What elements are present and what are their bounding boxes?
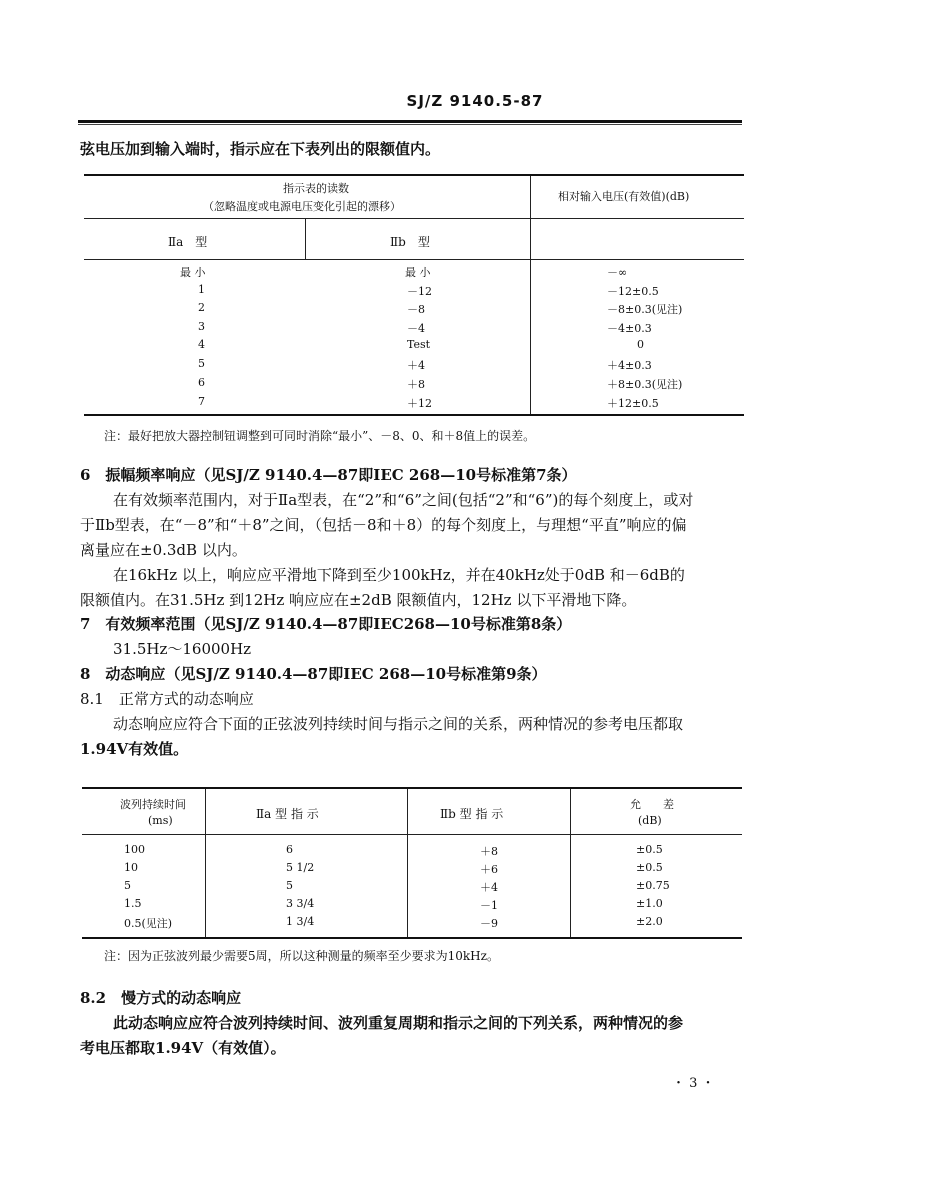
table1-col-a: Ⅱa 型 (168, 235, 208, 249)
header-rule (78, 120, 742, 123)
table-cell: 1 (198, 283, 205, 296)
table-cell: ±0.5 (636, 843, 663, 856)
table-cell: 3 3/4 (286, 897, 315, 910)
table-cell: ＋8±0.3(见注) (607, 378, 683, 391)
table-cell: ±1.0 (636, 897, 663, 910)
table-cell: 5 (124, 879, 131, 892)
table-cell: ＋4±0.3 (607, 359, 652, 372)
section-8-2-line1: 此动态响应应符合波列持续时间、波列重复周期和指示之间的下列关系，两种情况的参 (113, 1014, 684, 1032)
section-8-1-line1: 动态响应应符合下面的正弦波列持续时间与指示之间的关系，两种情况的参考电压都取 (113, 715, 684, 733)
table-cell: 10 (124, 861, 138, 874)
table2-head-c4-unit: (dB) (638, 814, 662, 827)
table-cell: 5 1/2 (286, 861, 315, 874)
table-cell: 1.5 (124, 897, 142, 910)
table2-head-c1-unit: (ms) (148, 814, 173, 827)
table-cell: －4 (407, 322, 425, 335)
table-cell: ±0.75 (636, 879, 670, 892)
table-cell: 4 (198, 338, 205, 351)
table-cell: 7 (198, 395, 205, 408)
table2-note: 注：因为正弦波列最少需要5周，所以这种测量的频率至少要求为10kHz。 (104, 949, 499, 963)
section-6-p1-line3: 离量应在±0.3dB 以内。 (80, 541, 247, 559)
section-8-2-title: 8.2 慢方式的动态响应 (80, 989, 242, 1007)
table-cell: －12 (407, 285, 432, 298)
section-8-2-line2: 考电压都取1.94V（有效值）。 (80, 1039, 286, 1057)
table-cell: ±2.0 (636, 915, 663, 928)
table-cell: ＋12 (407, 397, 432, 410)
table-cell: 6 (286, 843, 293, 856)
table1-head-sub: （忽略温度或电源电压变化引起的漂移） (203, 200, 401, 213)
table2-head-c2: Ⅱa 型 指 示 (256, 807, 319, 821)
table-cell: 1 3/4 (286, 915, 315, 928)
table-cell: 2 (198, 301, 205, 314)
section-7-title: 7 有效频率范围（见SJ/Z 9140.4—87即IEC268—10号标准第8条） (80, 615, 572, 633)
table-cell: ＋8 (480, 845, 498, 858)
table-cell: ＋4 (407, 359, 425, 372)
section-6-p1-line2: 于Ⅱb型表，在“－8”和“＋8”之间，（包括－8和＋8）的每个刻度上，与理想“平直”响应的偏 (80, 516, 687, 534)
header-rule-thin (78, 124, 742, 125)
table-cell: －12±0.5 (607, 285, 659, 298)
table-cell: 最 小 (405, 266, 431, 279)
table2-head-c3: Ⅱb 型 指 示 (440, 807, 504, 821)
table2-head-c1: 波列持续时间 (120, 798, 186, 811)
table-cell: －9 (480, 917, 498, 930)
table1-head-main: 指示表的读数 (283, 182, 349, 195)
table-cell: －8±0.3(见注) (607, 303, 683, 316)
table-cell: 0.5(见注) (124, 917, 173, 930)
table-cell: －4±0.3 (607, 322, 652, 335)
document-header: SJ/Z 9140.5-87 (406, 92, 544, 110)
table-cell: 5 (286, 879, 293, 892)
table-cell: －∞ (607, 266, 628, 279)
table-cell: 6 (198, 376, 205, 389)
table-cell: 3 (198, 320, 205, 333)
page-number: ・ 3 ・ (672, 1076, 715, 1091)
section-7-range: 31.5Hz～16000Hz (113, 640, 252, 658)
table-cell: ＋6 (480, 863, 498, 876)
table-cell: 5 (198, 357, 205, 370)
table-cell: ＋4 (480, 881, 498, 894)
table1-head-right: 相对输入电压(有效值)(dB) (558, 190, 690, 203)
table-cell: －8 (407, 303, 425, 316)
table2-head-c4: 允 差 (630, 798, 674, 811)
intro-line: 弦电压加到输入端时，指示应在下表列出的限额值内。 (80, 140, 441, 158)
table-cell: 最 小 (180, 266, 206, 279)
table1-note: 注：最好把放大器控制钮调整到可同时消除“最小”、－8、0、和＋8值上的误差。 (104, 429, 536, 443)
section-8-title: 8 动态响应（见SJ/Z 9140.4—87即IEC 268—10号标准第9条） (80, 665, 547, 683)
table-cell: －1 (480, 899, 498, 912)
section-6-p2-line2: 限额值内。在31.5Hz 到12Hz 响应应在±2dB 限额值内，12Hz 以下平滑地下降。 (80, 591, 637, 609)
section-8-1-line2: 1.94V有效值。 (80, 740, 189, 758)
section-6-title: 6 振幅频率响应（见SJ/Z 9140.4—87即IEC 268—10号标准第7条） (80, 466, 577, 484)
table-cell: ＋12±0.5 (607, 397, 659, 410)
section-6-p1-line1: 在有效频率范围内，对于Ⅱa型表，在“2”和“6”之间(包括“2”和“6”)的每个刻度上，或对 (113, 491, 694, 509)
table-cell: 0 (637, 338, 644, 351)
table-cell: 100 (124, 843, 145, 856)
section-6-p2-line1: 在16kHz 以上，响应应平滑地下降到至少100kHz，并在40kHz处于0dB 和－6dB的 (113, 566, 685, 584)
table-cell: ±0.5 (636, 861, 663, 874)
table-cell: Test (407, 338, 431, 351)
table-cell: ＋8 (407, 378, 425, 391)
table1-col-b: Ⅱb 型 (390, 235, 430, 249)
section-8-1-title: 8.1 正常方式的动态响应 (80, 690, 254, 708)
